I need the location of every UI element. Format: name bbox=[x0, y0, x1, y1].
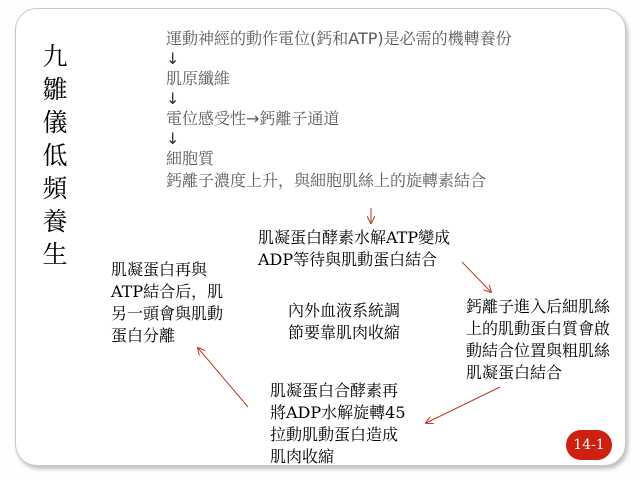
title-char: 低 bbox=[42, 141, 68, 170]
cycle-box-left bbox=[111, 259, 223, 347]
title-char: 頻 bbox=[42, 174, 68, 203]
page-number-badge: 14-1 bbox=[566, 430, 612, 460]
down-arrow-icon: ↓ bbox=[166, 49, 180, 68]
arrow-top-to-right bbox=[462, 262, 491, 292]
arrow-right-to-bottom bbox=[426, 387, 500, 423]
cycle-line: 拉動肌動蛋白造成 bbox=[270, 425, 399, 444]
cycle-line: ATP結合后，肌 bbox=[111, 282, 224, 301]
cycle-line: 蛋白分離 bbox=[111, 326, 176, 345]
cycle-line: 肌肉收縮 bbox=[270, 447, 335, 466]
step-calcium-channel: 電位感受性→鈣離子通道 bbox=[166, 109, 340, 128]
center-line: 內外血液系統調 bbox=[288, 301, 401, 320]
cycle-box-bottom bbox=[270, 380, 406, 468]
title-char: 生 bbox=[42, 240, 68, 269]
down-arrow-icon: ↓ bbox=[166, 129, 180, 148]
cycle-line: 肌凝蛋白再與 bbox=[111, 260, 208, 279]
cycle-box-right bbox=[466, 296, 610, 384]
step-motor-nerve: 運動神經的動作電位(鈣和ATP)是必需的機轉養份 bbox=[166, 29, 512, 48]
cycle-line: 上的肌動蛋白質會啟 bbox=[466, 319, 611, 338]
cycle-center-note bbox=[288, 300, 400, 344]
cycle-line: 動結合位置與粗肌絲 bbox=[466, 341, 611, 360]
cycle-line: 鈣離子進入后細肌絲 bbox=[466, 297, 611, 316]
title-char: 養 bbox=[42, 207, 68, 236]
step-myofibril: 肌原纖維 bbox=[166, 69, 231, 88]
cycle-line: 肌凝蛋白酵素水解ATP變成 bbox=[258, 228, 451, 247]
cycle-line: 將ADP水解旋轉45 bbox=[270, 403, 406, 422]
step-calcium-rise: 鈣離子濃度上升，與細胞肌絲上的旋轉素結合 bbox=[166, 171, 487, 190]
step-cytoplasm: 細胞質 bbox=[166, 149, 215, 168]
cycle-line: ADP等待與肌動蛋白結合 bbox=[258, 250, 438, 269]
cycle-line: 另一頭會與肌動 bbox=[111, 304, 224, 323]
cycle-box-top bbox=[258, 227, 450, 271]
title-char: 九 bbox=[42, 42, 68, 71]
cycle-line: 肌凝蛋白合酵素再 bbox=[270, 381, 399, 400]
center-line: 節要靠肌肉收縮 bbox=[288, 323, 401, 342]
cycle-line: 肌凝蛋白結合 bbox=[466, 363, 563, 382]
arrow-bottom-to-left bbox=[198, 348, 248, 407]
down-arrow-icon: ↓ bbox=[166, 89, 180, 108]
title-char: 儀 bbox=[42, 108, 68, 137]
title-char: 雛 bbox=[42, 75, 68, 104]
